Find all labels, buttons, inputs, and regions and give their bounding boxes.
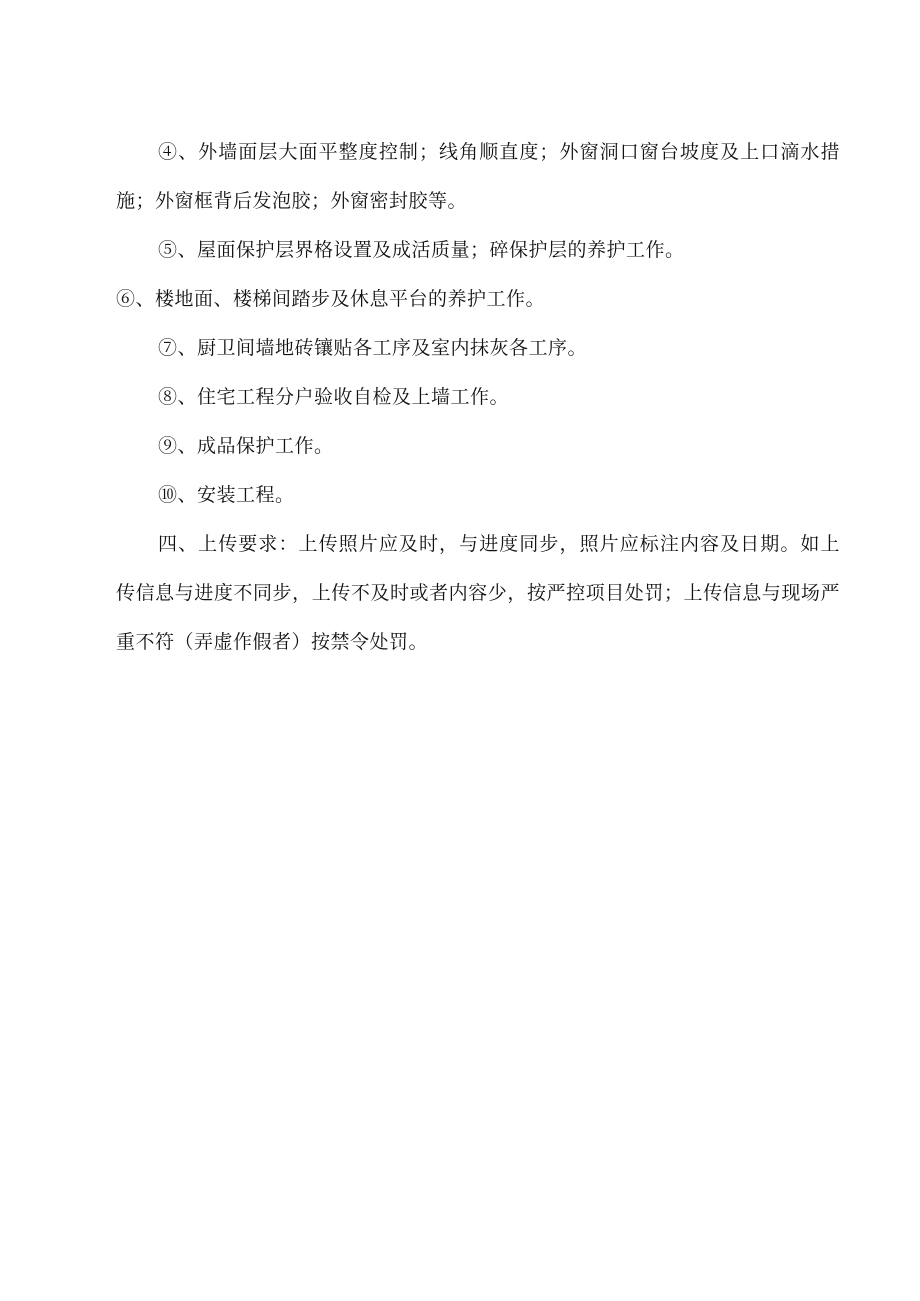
paragraph-item-6: ⑥、楼地面、楼梯间踏步及休息平台的养护工作。 — [116, 288, 546, 310]
paragraph-item-7: ⑦、厨卫间墙地砖镶贴各工序及室内抹灰各工序。 — [158, 337, 588, 359]
paragraph-item-9: ⑨、成品保护工作。 — [158, 435, 334, 457]
paragraph-section-4: 四、上传要求：上传照片应及时，与进度同步，照片应标注内容及日期。如上传信息与进度不同步，上传不及时或者内容少，按严控项目处罚；上传信息与现场严重不符（弄虚作假者）按禁令处罚。 — [116, 533, 840, 653]
paragraph-item-4: ④、外墙面层大面平整度控制；线角顺直度；外窗洞口窗台坡度及上口滴水措施；外窗框背后发泡胶；外窗密封胶等。 — [116, 141, 840, 212]
document-body — [116, 128, 840, 667]
paragraph-item-8: ⑧、住宅工程分户验收自检及上墙工作。 — [158, 386, 510, 408]
paragraph-item-10: ⑩、安装工程。 — [158, 484, 295, 506]
paragraph-item-5: ⑤、屋面保护层界格设置及成活质量；碎保护层的养护工作。 — [158, 239, 685, 261]
